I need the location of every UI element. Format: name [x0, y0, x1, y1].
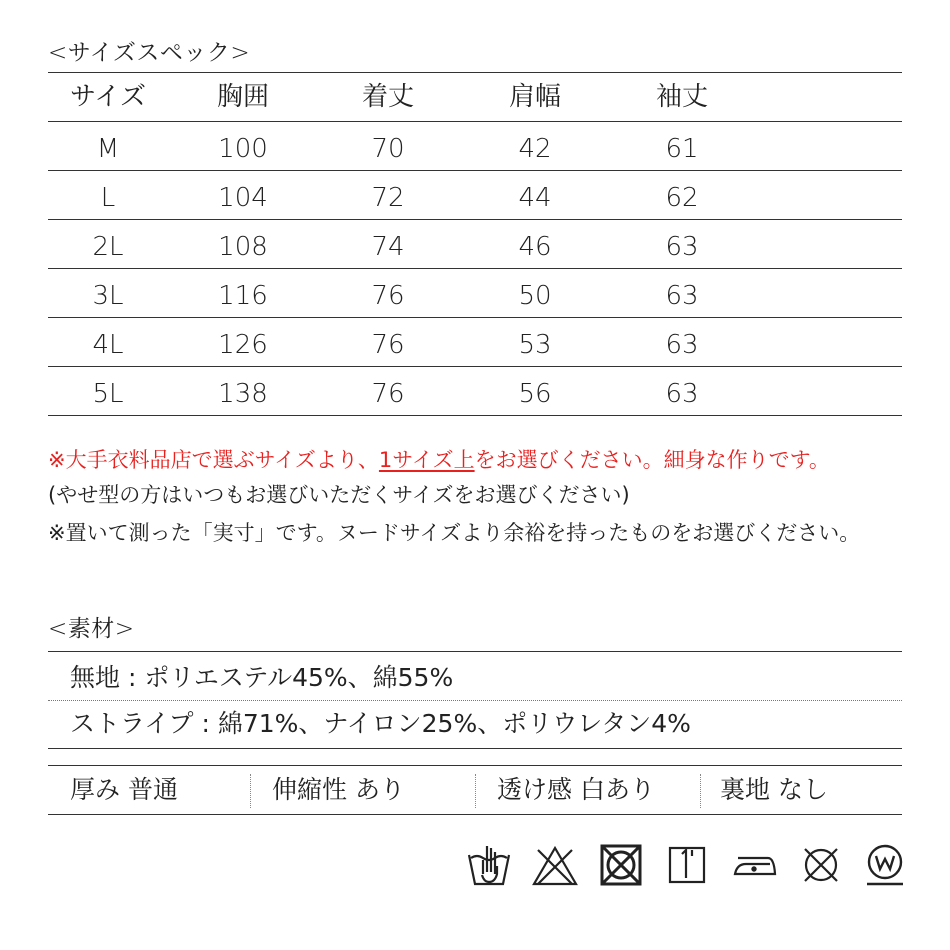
size-note-prefix: ※大手衣料品店で選ぶサイズより、: [48, 448, 379, 472]
table-header-rule: [48, 121, 902, 122]
table-cell: 4L: [92, 330, 124, 360]
table-cell: 63: [665, 330, 699, 360]
material-solid: 無地 : ポリエステル45%、綿55%: [70, 663, 454, 692]
size-note-red: [48, 445, 830, 475]
table-cell: 70: [371, 134, 405, 164]
iron-low-icon: [732, 842, 778, 888]
table-cell: 63: [665, 379, 699, 409]
material-stripe: ストライプ : 綿71%、ナイロン25%、ポリウレタン4%: [70, 709, 691, 738]
hand-wash-icon: [466, 842, 512, 888]
table-cell: 138: [218, 379, 268, 409]
property-separator: [700, 774, 701, 808]
property-separator: [250, 774, 251, 808]
size-note-underlined: 1サイズ上: [378, 448, 475, 472]
table-cell: 46: [518, 232, 552, 262]
material-divider: [48, 700, 902, 701]
table-cell: 2L: [92, 232, 124, 262]
table-cell: 61: [665, 134, 699, 164]
table-cell: 3L: [92, 281, 124, 311]
table-row-rule: [48, 317, 902, 318]
table-cell: 74: [371, 232, 405, 262]
material-bottom-rule: [48, 748, 902, 749]
table-cell: 53: [518, 330, 552, 360]
size-spec-heading: <サイズスペック>: [48, 40, 251, 66]
line-dry-in-shade-icon: [664, 842, 710, 888]
table-row-rule: [48, 415, 902, 416]
table-cell: 126: [218, 330, 268, 360]
table-cell: 5L: [92, 379, 124, 409]
property-separator: [475, 774, 476, 808]
size-note-actual: ※置いて測った「実寸」です。ヌードサイズより余裕を持ったものをお選びください。: [48, 521, 861, 545]
table-cell: 72: [371, 183, 405, 213]
table-cell: 104: [218, 183, 268, 213]
no-dry-clean-icon: [798, 842, 844, 888]
table-cell: 108: [218, 232, 268, 262]
property-sheerness: 透け感 白あり: [497, 775, 655, 804]
table-cell: 76: [371, 330, 405, 360]
material-top-rule: [48, 651, 902, 652]
table-cell: 63: [665, 281, 699, 311]
property-lining: 裏地 なし: [720, 775, 828, 804]
table-row-rule: [48, 268, 902, 269]
table-cell: 76: [371, 281, 405, 311]
material-heading: <素材>: [48, 616, 135, 642]
table-cell: 63: [665, 232, 699, 262]
table-cell: 76: [371, 379, 405, 409]
table-header-cell: 胸囲: [216, 82, 269, 112]
table-row-rule: [48, 170, 902, 171]
table-top-rule: [48, 72, 902, 73]
property-stretch: 伸縮性 あり: [272, 775, 405, 804]
table-row-rule: [48, 366, 902, 367]
properties-top-rule: [48, 765, 902, 766]
no-bleach-icon: [532, 842, 578, 888]
wet-clean-icon: [862, 842, 908, 888]
table-cell: M: [96, 134, 120, 164]
table-cell: 42: [518, 134, 552, 164]
table-cell: 56: [518, 379, 552, 409]
table-row-rule: [48, 219, 902, 220]
no-tumble-dry-icon: [598, 842, 644, 888]
table-header-cell: 肩幅: [508, 82, 561, 112]
size-note-slim: (やせ型の方はいつもお選びいただくサイズをお選びください): [48, 483, 630, 507]
table-cell: 100: [218, 134, 268, 164]
table-header-cell: 着丈: [361, 82, 414, 112]
size-note-suffix: をお選びください。細身な作りです。: [474, 448, 830, 472]
table-cell: 62: [665, 183, 699, 213]
properties-bottom-rule: [48, 814, 902, 815]
property-thickness: 厚み 普通: [70, 775, 178, 804]
table-header-cell: 袖丈: [655, 82, 708, 112]
table-header-cell: サイズ: [70, 82, 146, 112]
table-cell: 44: [518, 183, 552, 213]
table-cell: 116: [218, 281, 268, 311]
table-cell: L: [100, 183, 116, 213]
table-cell: 50: [518, 281, 552, 311]
